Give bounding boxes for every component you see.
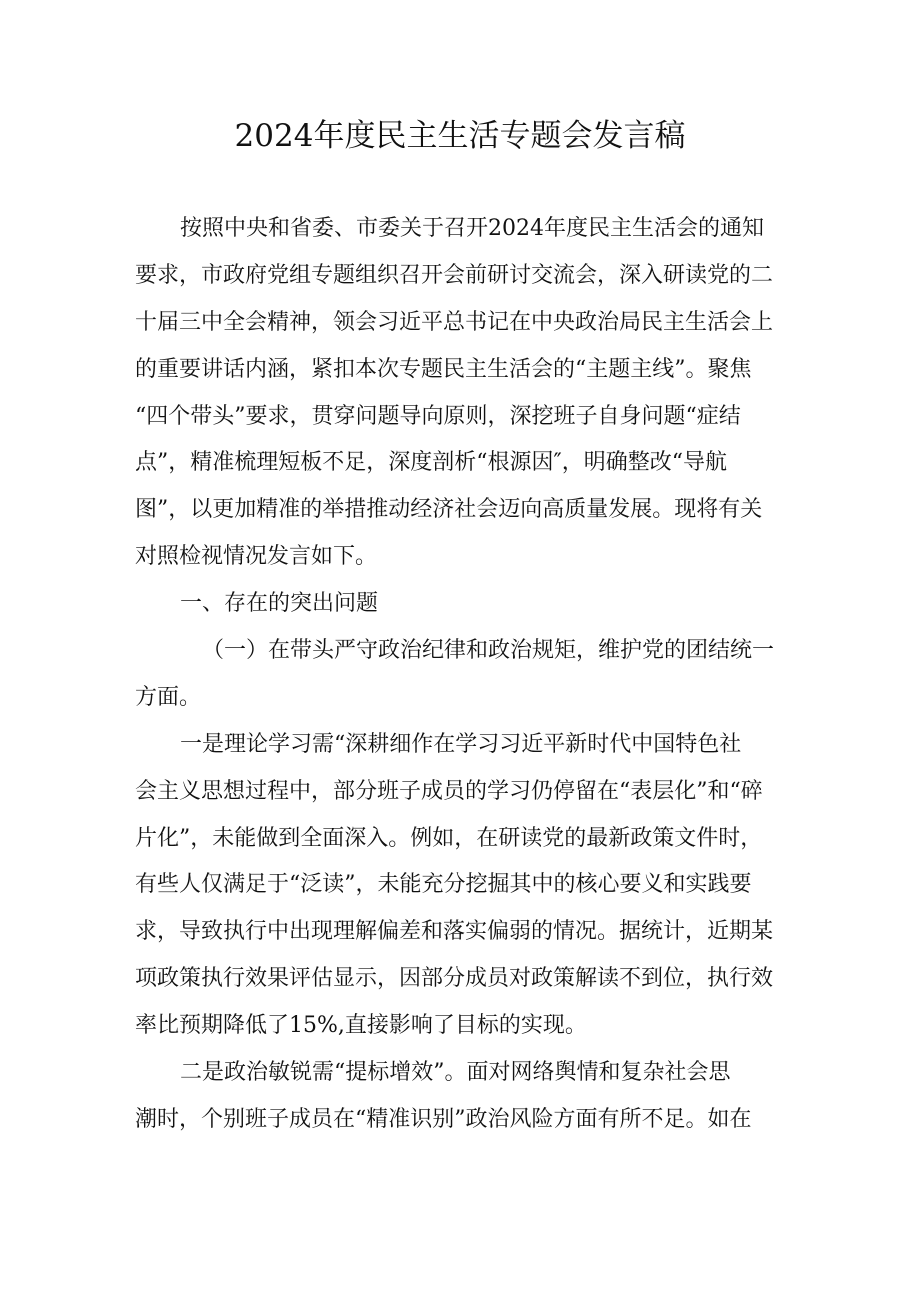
paragraph-point-one-line: 一是理论学习需“深耕细作在学习习近平新时代中国特色社 [180, 731, 742, 757]
subsection-heading-line: 方面。 [135, 684, 202, 710]
paragraph-intro-line: 点”，精准梳理短板不足，深度剖析“根源因″，明确整改“导航 [135, 450, 727, 476]
paragraph-intro-line: 要求，市政府党组专题组织召开会前研讨交流会，深入研读党的二 [135, 262, 774, 288]
paragraph-intro-line: 的重要讲话内涵，紧扣本次专题民主生活会的“主题主线”。聚焦 [135, 356, 752, 382]
paragraph-point-two-line: 潮时，个别班子成员在“精准识别”政治风险方面有所不足。如在 [135, 1106, 752, 1132]
paragraph-point-one-line: 会主义思想过程中，部分班子成员的学习仍停留在“表层化”和“碎 [135, 778, 763, 804]
document-body [135, 214, 800, 1152]
paragraph-intro-line: 对照检视情况发言如下。 [135, 544, 378, 570]
paragraph-intro-line: 图”，以更加精准的举措推动经济社会迈向高质量发展。现将有关 [135, 497, 763, 523]
document-title: 2024年度民主生活专题会发言稿 [234, 118, 686, 154]
paragraph-point-one-line: 项政策执行效果评估显示，因部分成员对政策解读不到位，执行效 [135, 966, 774, 992]
paragraph-point-one-line: 率比预期降低了15%,直接影响了目标的实现。 [135, 1013, 587, 1039]
paragraph-point-one-line: 有些人仅满足于“泛读”，未能充分挖掘其中的核心要义和实践要 [135, 872, 752, 898]
paragraph-point-two-line: 二是政治敏锐需“提标增效”。面对网络舆情和复杂社会思 [180, 1060, 731, 1086]
subsection-heading-line: （一）在带头严守政治纪律和政治规矩，维护党的团结统一 [202, 638, 775, 664]
paragraph-intro-line: 按照中央和省委、市委关于召开2024年度民主生活会的通知 [180, 216, 764, 241]
paragraph-point-one-line: 求，导致执行中出现理解偏差和落实偏弱的情况。据统计，近期某 [135, 919, 774, 945]
paragraph-intro-line: 十届三中全会精神，领会习近平总书记在中央政治局民主生活会上 [135, 309, 774, 335]
section-heading: 一、存在的突出问题 [180, 591, 379, 617]
paragraph-point-one-line: 片化”，未能做到全面深入。例如，在研读党的最新政策文件时， [135, 825, 763, 851]
paragraph-intro-line: “四个带头”要求，贯穿问题导向原则，深挖班子自身问题“症结 [135, 403, 741, 429]
